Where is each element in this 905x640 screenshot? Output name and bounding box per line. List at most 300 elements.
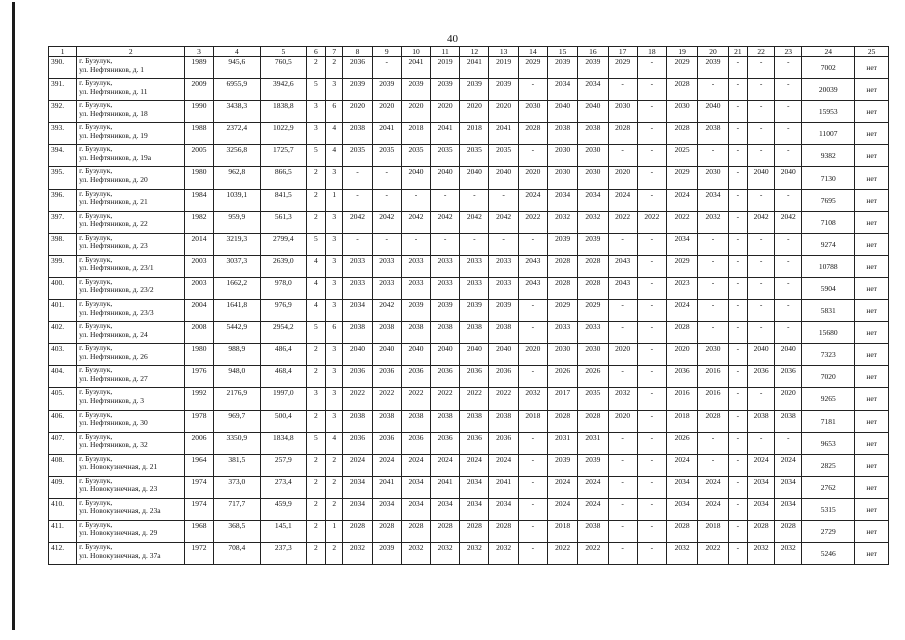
column-number-9: 9 (372, 47, 401, 57)
table-cell: 2022 (518, 211, 547, 233)
table-cell: нет (855, 233, 889, 255)
table-cell: 2372,4 (213, 123, 261, 145)
table-cell: 2020 (431, 101, 460, 123)
column-number-18: 18 (637, 47, 666, 57)
table-cell: 2030 (578, 167, 608, 189)
table-cell: 2039 (401, 300, 430, 322)
table-cell: 2031 (578, 432, 608, 454)
table-cell: - (431, 189, 460, 211)
table-cell: 2034 (431, 498, 460, 520)
table-cell: - (608, 498, 637, 520)
table-cell: нет (855, 300, 889, 322)
table-cell: 2033 (489, 277, 518, 299)
table-cell: 2032 (748, 543, 775, 565)
row-number-cell: 398. (49, 233, 77, 255)
table-cell: 2028 (666, 79, 697, 101)
address-cell: г. Бузулук, ул. Нефтяников, д. 19а (77, 145, 185, 167)
table-cell: 2031 (547, 432, 577, 454)
table-cell: 2041 (431, 123, 460, 145)
table-cell: 2032 (578, 211, 608, 233)
row-number-cell: 408. (49, 454, 77, 476)
table-cell: - (698, 145, 728, 167)
table-cell: - (775, 233, 802, 255)
table-cell: - (401, 189, 430, 211)
table-cell: 2041 (431, 476, 460, 498)
table-cell: 2009 (185, 79, 213, 101)
table-cell: 2020 (666, 344, 697, 366)
table-cell: 7323 (802, 344, 855, 366)
table-cell: 1988 (185, 123, 213, 145)
table-cell: - (431, 233, 460, 255)
table-cell: - (728, 366, 747, 388)
table-cell: 2034 (748, 476, 775, 498)
table-cell: - (343, 167, 372, 189)
table-cell: 2038 (460, 410, 489, 432)
table-cell: 3 (326, 211, 343, 233)
table-cell: 2039 (372, 79, 401, 101)
table-cell: 5 (306, 233, 325, 255)
table-cell: 2018 (518, 410, 547, 432)
table-cell: - (637, 498, 666, 520)
table-cell: 1725,7 (261, 145, 306, 167)
table-cell: 2039 (460, 79, 489, 101)
table-cell: 976,9 (261, 300, 306, 322)
table-row (49, 432, 889, 454)
row-number-cell: 400. (49, 277, 77, 299)
table-cell: 2 (326, 454, 343, 476)
table-cell: 6955,9 (213, 79, 261, 101)
table-cell: 6 (326, 101, 343, 123)
table-cell: - (608, 79, 637, 101)
address-cell: г. Бузулук, ул. Нефтяников, д. 20 (77, 167, 185, 189)
table-cell: 5 (306, 145, 325, 167)
table-cell: нет (855, 167, 889, 189)
table-cell: - (748, 57, 775, 79)
table-cell: 2032 (698, 211, 728, 233)
table-cell: 2018 (401, 123, 430, 145)
table-cell: 486,4 (261, 344, 306, 366)
table-cell: - (637, 476, 666, 498)
column-number-6: 6 (306, 47, 325, 57)
column-number-22: 22 (748, 47, 775, 57)
table-cell: 2041 (489, 476, 518, 498)
table-cell: 2038 (343, 123, 372, 145)
table-cell: - (518, 498, 547, 520)
address-cell: г. Бузулук, ул. Нефтяников, д. 11 (77, 79, 185, 101)
table-cell: - (372, 233, 401, 255)
left-margin-bar (12, 2, 15, 630)
table-cell: 2032 (431, 543, 460, 565)
table-cell: нет (855, 211, 889, 233)
table-cell: 1662,2 (213, 277, 261, 299)
table-cell: 2022 (431, 388, 460, 410)
row-number-cell: 404. (49, 366, 77, 388)
table-cell: - (608, 322, 637, 344)
table-cell: - (608, 300, 637, 322)
table-cell: 2039 (547, 233, 577, 255)
table-cell: 3350,9 (213, 432, 261, 454)
table-cell: 2039 (578, 57, 608, 79)
table-cell: - (698, 233, 728, 255)
table-cell: 2 (306, 189, 325, 211)
table-cell: 3 (326, 410, 343, 432)
table-cell: - (637, 322, 666, 344)
table-cell: 2024 (578, 476, 608, 498)
table-cell: 2019 (431, 57, 460, 79)
table-cell: - (728, 57, 747, 79)
table-cell: - (637, 277, 666, 299)
table-cell: нет (855, 277, 889, 299)
address-cell: г. Бузулук, ул. Нефтяников, д. 23 (77, 233, 185, 255)
table-cell: 1989 (185, 57, 213, 79)
table-cell: - (728, 211, 747, 233)
table-cell: 2038 (489, 410, 518, 432)
table-cell: 2 (306, 520, 325, 542)
table-cell: - (775, 255, 802, 277)
table-cell: 1976 (185, 366, 213, 388)
table-cell: - (728, 189, 747, 211)
table-cell: - (518, 79, 547, 101)
table-cell: 3 (326, 79, 343, 101)
table-cell: - (637, 123, 666, 145)
table-cell: нет (855, 344, 889, 366)
table-cell: 2040 (775, 167, 802, 189)
table-cell: 2016 (698, 388, 728, 410)
table-cell: 2040 (401, 344, 430, 366)
table-cell: 2036 (343, 432, 372, 454)
table-cell: - (728, 255, 747, 277)
table-cell: - (698, 255, 728, 277)
table-cell: нет (855, 366, 889, 388)
table-cell: 2039 (578, 233, 608, 255)
table-cell: нет (855, 79, 889, 101)
table-cell: 2036 (489, 366, 518, 388)
table-cell: 2029 (518, 57, 547, 79)
table-row (49, 476, 889, 498)
row-number-cell: 410. (49, 498, 77, 520)
table-cell: - (748, 123, 775, 145)
table-cell: 4 (326, 145, 343, 167)
table-cell: 2039 (547, 454, 577, 476)
table-cell: - (775, 145, 802, 167)
table-cell: 2028 (401, 520, 430, 542)
table-cell: - (637, 255, 666, 277)
table-cell: 2028 (578, 255, 608, 277)
table-cell: 2034 (547, 79, 577, 101)
table-cell: 2035 (431, 145, 460, 167)
table-cell: 2038 (698, 123, 728, 145)
table-cell: - (518, 520, 547, 542)
table-cell: 2041 (460, 57, 489, 79)
table-cell: 2026 (578, 366, 608, 388)
table-cell: 2043 (608, 255, 637, 277)
table-cell: 2003 (185, 255, 213, 277)
table-cell: 2019 (489, 57, 518, 79)
table-cell: 2954,2 (261, 322, 306, 344)
table-cell: 2029 (578, 300, 608, 322)
column-number-24: 24 (802, 47, 855, 57)
table-cell: 2028 (666, 520, 697, 542)
table-cell: - (728, 410, 747, 432)
table-cell: 20039 (802, 79, 855, 101)
table-cell: 2030 (518, 101, 547, 123)
table-cell: - (775, 432, 802, 454)
column-number-10: 10 (401, 47, 430, 57)
table-cell: 2030 (608, 101, 637, 123)
table-row (49, 79, 889, 101)
table-cell: - (518, 300, 547, 322)
table-cell: 2799,4 (261, 233, 306, 255)
table-cell: 2034 (343, 300, 372, 322)
table-cell: 2041 (372, 476, 401, 498)
table-cell: - (728, 344, 747, 366)
housing-register-table (48, 46, 889, 565)
address-cell: г. Бузулук, ул. Нефтяников, д. 1 (77, 57, 185, 79)
table-cell: 2020 (343, 101, 372, 123)
address-cell: г. Бузулук, ул. Нефтяников, д. 30 (77, 410, 185, 432)
address-cell: г. Бузулук, ул. Новокузнечная, д. 23 (77, 476, 185, 498)
table-cell: 2022 (698, 543, 728, 565)
table-cell: 2029 (547, 300, 577, 322)
column-number-15: 15 (547, 47, 577, 57)
row-number-cell: 406. (49, 410, 77, 432)
table-cell: 6 (326, 322, 343, 344)
column-number-19: 19 (666, 47, 697, 57)
table-row (49, 167, 889, 189)
table-cell: 2024 (608, 189, 637, 211)
table-cell: 459,9 (261, 498, 306, 520)
table-row (49, 57, 889, 79)
table-cell: 2022 (489, 388, 518, 410)
table-cell: - (748, 255, 775, 277)
table-cell: - (728, 543, 747, 565)
table-cell: 2039 (547, 57, 577, 79)
table-cell: - (748, 189, 775, 211)
table-cell: 2036 (372, 432, 401, 454)
table-cell: 2042 (343, 211, 372, 233)
table-cell: - (608, 543, 637, 565)
column-number-8: 8 (343, 47, 372, 57)
table-cell: - (728, 79, 747, 101)
table-cell: 2729 (802, 520, 855, 542)
table-cell: 2016 (666, 388, 697, 410)
table-cell: 5 (306, 79, 325, 101)
table-cell: 2034 (775, 498, 802, 520)
row-number-cell: 412. (49, 543, 77, 565)
table-cell: 2038 (401, 322, 430, 344)
table-cell: 5442,9 (213, 322, 261, 344)
address-cell: г. Бузулук, ул. Нефтяников, д. 21 (77, 189, 185, 211)
table-cell: нет (855, 454, 889, 476)
table-cell: 2028 (775, 520, 802, 542)
table-cell: - (637, 57, 666, 79)
table-cell: 2035 (401, 145, 430, 167)
table-cell: 2028 (547, 277, 577, 299)
table-cell: 10788 (802, 255, 855, 277)
table-cell: 2024 (518, 189, 547, 211)
table-cell: - (775, 277, 802, 299)
table-cell: 2040 (489, 167, 518, 189)
table-cell: 2035 (343, 145, 372, 167)
table-cell: 2039 (489, 79, 518, 101)
table-cell: 2025 (666, 145, 697, 167)
table-cell: 2 (306, 543, 325, 565)
table-cell: - (489, 233, 518, 255)
table-cell: 7181 (802, 410, 855, 432)
table-cell: - (637, 233, 666, 255)
table-cell: 9274 (802, 233, 855, 255)
table-cell: 2036 (401, 432, 430, 454)
table-cell: - (608, 366, 637, 388)
table-row (49, 123, 889, 145)
table-cell: 2028 (460, 520, 489, 542)
table-cell: - (637, 388, 666, 410)
table-cell: 2022 (460, 388, 489, 410)
column-number-11: 11 (431, 47, 460, 57)
table-cell: - (775, 57, 802, 79)
table-cell: 2042 (401, 211, 430, 233)
table-cell: 2024 (401, 454, 430, 476)
table-cell: 1641,8 (213, 300, 261, 322)
table-cell: 2036 (343, 366, 372, 388)
table-cell: 3 (326, 388, 343, 410)
table-cell: 2024 (748, 454, 775, 476)
table-cell: 2039 (698, 57, 728, 79)
table-cell: 2024 (431, 454, 460, 476)
table-cell: - (460, 189, 489, 211)
table-cell: 2032 (460, 543, 489, 565)
table-cell: 962,8 (213, 167, 261, 189)
table-cell: 5246 (802, 543, 855, 565)
table-cell: 2034 (343, 498, 372, 520)
table-cell: - (748, 322, 775, 344)
table-cell: 1974 (185, 498, 213, 520)
table-cell: 2040 (460, 344, 489, 366)
table-cell: - (637, 101, 666, 123)
table-cell: 2003 (185, 277, 213, 299)
table-cell: 2034 (460, 476, 489, 498)
column-number-16: 16 (578, 47, 608, 57)
table-row (49, 300, 889, 322)
table-cell: 7002 (802, 57, 855, 79)
table-cell: 2032 (518, 388, 547, 410)
address-cell: г. Бузулук, ул. Нефтяников, д. 23/1 (77, 255, 185, 277)
table-cell: 2018 (666, 410, 697, 432)
table-cell: 2017 (547, 388, 577, 410)
table-cell: - (748, 277, 775, 299)
table-cell: 2032 (401, 543, 430, 565)
table-cell: - (637, 543, 666, 565)
table-cell: 2039 (460, 300, 489, 322)
table-cell: 5315 (802, 498, 855, 520)
row-number-cell: 403. (49, 344, 77, 366)
table-cell: нет (855, 57, 889, 79)
column-number-13: 13 (489, 47, 518, 57)
table-cell: 2034 (489, 498, 518, 520)
table-cell: 4 (306, 255, 325, 277)
table-cell: 2033 (401, 277, 430, 299)
table-cell: нет (855, 498, 889, 520)
table-cell: - (748, 388, 775, 410)
table-cell: - (608, 454, 637, 476)
table-cell: 4 (326, 123, 343, 145)
address-cell: г. Бузулук, ул. Нефтяников, д. 18 (77, 101, 185, 123)
table-cell: 2033 (431, 277, 460, 299)
table-cell: 2040 (431, 167, 460, 189)
table-cell: 2033 (372, 255, 401, 277)
table-cell: - (775, 189, 802, 211)
table-cell: - (728, 432, 747, 454)
table-cell: 1972 (185, 543, 213, 565)
table-cell: 1834,8 (261, 432, 306, 454)
table-cell: 2040 (460, 167, 489, 189)
table-cell: 2020 (489, 101, 518, 123)
table-row (49, 344, 889, 366)
table-cell: 9265 (802, 388, 855, 410)
table-cell: нет (855, 476, 889, 498)
table-cell: 2034 (578, 189, 608, 211)
table-cell: - (518, 432, 547, 454)
table-cell: - (775, 322, 802, 344)
table-cell: 2030 (698, 344, 728, 366)
table-row (49, 233, 889, 255)
row-number-cell: 405. (49, 388, 77, 410)
table-cell: 2038 (343, 322, 372, 344)
table-cell: - (728, 123, 747, 145)
table-cell: 2825 (802, 454, 855, 476)
address-cell: г. Бузулук, ул. Нефтяников, д. 23/2 (77, 277, 185, 299)
table-cell: - (748, 233, 775, 255)
table-cell: 2020 (372, 101, 401, 123)
row-number-cell: 391. (49, 79, 77, 101)
table-cell: 3 (306, 101, 325, 123)
address-cell: г. Бузулук, ул. Нефтяников, д. 27 (77, 366, 185, 388)
table-cell: 2033 (547, 322, 577, 344)
table-cell: - (698, 277, 728, 299)
table-cell: 2036 (343, 57, 372, 79)
table-cell: - (372, 57, 401, 79)
table-cell: 2026 (547, 366, 577, 388)
table-cell: 2028 (489, 520, 518, 542)
table-cell: 1984 (185, 189, 213, 211)
table-cell: - (775, 79, 802, 101)
table-cell: 2 (306, 498, 325, 520)
table-cell: - (728, 476, 747, 498)
table-cell: 2038 (578, 520, 608, 542)
table-cell: - (372, 167, 401, 189)
table-cell: 2030 (578, 145, 608, 167)
table-cell: 2026 (666, 432, 697, 454)
table-cell: 2036 (460, 432, 489, 454)
table-cell: 2032 (547, 211, 577, 233)
table-cell: 2035 (372, 145, 401, 167)
table-cell: 11007 (802, 123, 855, 145)
table-cell: - (637, 366, 666, 388)
row-number-cell: 392. (49, 101, 77, 123)
table-cell: - (372, 189, 401, 211)
table-cell: 2036 (460, 366, 489, 388)
table-cell: - (748, 432, 775, 454)
table-cell: 2 (326, 498, 343, 520)
table-cell: 2 (326, 57, 343, 79)
table-header (49, 47, 889, 57)
table-cell: 1968 (185, 520, 213, 542)
table-cell: 2036 (666, 366, 697, 388)
table-cell: 2024 (547, 476, 577, 498)
table-cell: 15953 (802, 101, 855, 123)
table-cell: 5831 (802, 300, 855, 322)
table-cell: 2032 (666, 543, 697, 565)
